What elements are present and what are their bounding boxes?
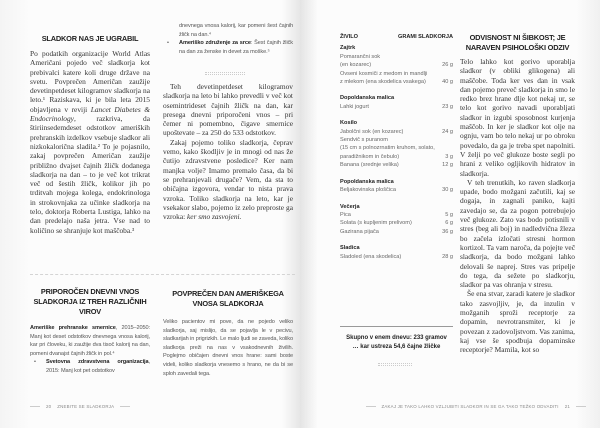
running-title: ZNEBITE SE SLADKORJA — [57, 404, 115, 409]
food-cell: (en kozarec) — [340, 62, 372, 69]
food-cell: Jabolčni sok (en kozarec) — [340, 128, 404, 135]
text: Po podatkih organizacije World Atlas Američani pojedo več sladkorja kot prebivalci katere koli druge države na svetu. Povprečen Američan zaužije devetinpetdeset kilogramov sladkorja na leto.¹ Raziskava, ki je bila leta 2015 objavljena v reviji — [30, 49, 150, 114]
column-header: GRAMI SLADKORJA — [397, 34, 453, 40]
table-divider — [340, 326, 453, 327]
grams-cell: 28 g — [442, 253, 453, 260]
list-item-text: : Šest čajnih žličk na dan za ženske in devet za moške.⁵ — [179, 40, 293, 55]
grams-cell: 23 g — [442, 103, 453, 110]
list-continuation: dnevnega vnosa kalorij, kar pomeni šest čajnih žličk na dan.⁴ — [179, 23, 293, 38]
grams-cell: 40 g — [442, 79, 453, 86]
table-row — [340, 136, 453, 144]
table-total — [340, 334, 453, 352]
list-item-title: Ameriško združenje za srce — [179, 40, 251, 47]
section-heading: SLADKOR NAS JE UGRABIL — [41, 34, 139, 43]
right-page — [300, 0, 600, 428]
ornament-divider — [378, 363, 412, 366]
table-row — [340, 228, 453, 236]
ornament-divider — [205, 72, 245, 75]
table-row — [340, 153, 453, 161]
food-cell: Lahki jogurt — [340, 103, 369, 110]
total-line: … kar ustreza 54,6 čajne žličke — [352, 344, 441, 350]
grams-cell: 12 g — [442, 162, 453, 169]
section-heading: ODVISNOST NI ŠIBKOST; JE NARAVEN PSIHOLOŠKI ODZIV — [465, 33, 570, 52]
table-header — [340, 33, 453, 41]
table-row — [340, 78, 453, 86]
bullet-icon: • — [167, 40, 169, 47]
table-row — [340, 219, 453, 227]
food-cell: Beljakovinska ploščica — [340, 187, 396, 194]
column-header: ŽIVILO — [340, 34, 359, 40]
table-row — [340, 161, 453, 169]
meal-group-title: Večerja — [340, 203, 360, 210]
grams-cell: 5 g — [445, 211, 453, 218]
column-2-list-continuation — [163, 22, 293, 56]
grams-cell: 30 g — [442, 187, 453, 194]
footer-line — [120, 406, 130, 407]
food-cell: Ovseni kosmiči z medom in mandlji — [340, 70, 428, 77]
paragraph: Telo lahko kot gorivo uporablja sladkor (v obliki glikogena) ali maščobe. Toda ker ves dan in vsak dan pojemo preveč sladkorja in smo le redko brez hrane dlje kot nekaj ur, se telo kot gorivo navadi uporabljati sladkor in izgubi sposobnost kurjenja maščob. In ker je sladkor kot olje na ognju, vam bo telo nekaj ur po obroku povedalo, da ga je treba spet napolniti. V želji po več glukoze boste segli po hrani z veliko ogljikovih hidratov in sladkorja. — [460, 57, 575, 178]
food-cell: (15 cm s polnozrnatim kruhom, solato, — [340, 145, 435, 152]
food-cell: Pomarančni sok — [340, 53, 381, 60]
food-cell: Sladoled (ena skodelica) — [340, 253, 402, 260]
footer-line — [576, 406, 586, 407]
list-item — [30, 358, 150, 375]
bullet-icon: • — [34, 359, 36, 366]
body-text-column-2 — [163, 82, 293, 221]
grams-cell: 36 g — [442, 228, 453, 235]
table-row — [340, 128, 453, 136]
food-cell: paradižnikom in čebulo) — [340, 153, 400, 160]
food-cell: Sendvič s puranom — [340, 137, 388, 144]
body-text — [460, 57, 575, 355]
section-text: Veliko pacientov mi pove, da ne pojedo veliko sladkorja, saj mislijo, da se pojavlja le v pecivu, sladkarijah in prigrizkih. Le malo ljudi se zaveda, koliko sladkorja preži na nas v vsakodnevnih živilih. Poglejmo običajen dnevni vnos hrane: sami boste videli, koliko sladkorja vnesemo s hrano, ne da bi se sploh zavedali tega. — [163, 319, 293, 377]
recommendations-list — [30, 324, 150, 376]
page-footer — [366, 404, 586, 409]
meal-group-title: Popoldanska malica — [340, 178, 394, 185]
footer-line — [366, 406, 376, 407]
grams-cell: 6 g — [445, 220, 453, 227]
list-item-text: , 2015–2050: Manj kot deset odstotkov dnevnega vnosa kalorij, kar pri človeku, ki zaužije dva tisoč kalorij na dan, pomeni dvanajst čajnih žličk in pol.⁴ — [30, 325, 150, 357]
list-item-title: Svetovna zdravstvena organizacija — [46, 359, 149, 366]
table-row — [340, 211, 453, 219]
food-cell: Solata (s kupljenim prelivom) — [340, 220, 412, 227]
total-line: Skupno v enem dnevu: 233 gramov — [346, 335, 447, 341]
paragraph: Teh devetinpetdeset kilogramov sladkorja na leto bi lahko prevedli v več kot osemintrideset čajnih žličk na dan, kar presega dnevni priporočeni vnos – pri čemer ni pomembno, čigave smernice upoštevate – za 250 do 533 odstotkov. — [163, 82, 293, 138]
page-number: 20 — [46, 404, 52, 409]
section-heading: PRIPOROČEN DNEVNI VNOS SLADKORJA IZ TREH RAZLIČNIH VIROV — [33, 287, 147, 316]
meal-group-title: Zajtrk — [340, 45, 356, 52]
list-item — [30, 324, 150, 358]
grams-cell: 26 g — [442, 62, 453, 69]
grams-cell: 24 g — [442, 128, 453, 135]
paragraph — [30, 49, 150, 235]
page-footer — [30, 404, 130, 409]
footer-line — [30, 406, 40, 407]
page-number: 21 — [564, 404, 570, 409]
paragraph — [163, 138, 293, 222]
journal-title: Lancet Diabetes & Endocrinology — [30, 104, 150, 124]
list-item — [163, 39, 293, 56]
text: , razkriva, da štiriinsedemdeset odstotkov ameriških prehranskih izdelkov vsebuje sladkor ali nizkokalorična sladila.² To je pojasnilo, zakaj povprečen Američan zaužije približno dvajset čajnih žličk dodanega sladkorja na dan – to je več kot trikrat več od šestih žličk, kolikor jih po trditvah mojega kolega, endokrinologa in strokovnjaka za učinke sladkorja na telo, doktorja Roberta Lustiga, lahko na dan predelajo naša jetra. Vse nad to količino se shranjuje kot maščoba.³ — [30, 114, 150, 235]
table-row — [340, 253, 453, 261]
paragraph: V teh trenutkih, ko raven sladkorja upade, bodo možgani začutili, kaj se dogaja, in zagnali paniko, kajti zavedajo se, da za pogon potrebujejo več glukoze. Zato vas bodo potisnili v stres (beg ali boj) in nadledvična žleza bo začela izločati stresni hormon kortizol. Ta vam naroča, da pojejte več sladkorja, da bodo možgani lahko delovali še naprej. Stres vas pripelje do tega, da sežete po sladkorju, sladkor pa vas ohranja v stresu. — [460, 177, 575, 290]
list-item-text: , 2015: Manj kot pet odstotkov — [46, 359, 150, 374]
grams-cell: 3 g — [445, 153, 453, 160]
food-cell: Pica — [340, 211, 351, 218]
table-row — [340, 103, 453, 111]
table-row — [340, 70, 453, 78]
text: Zakaj pojemo toliko sladkorja, čeprav vemo, kako škodljiv je in mnogi od nas že čutijo zdravstvene posledice? Ker nam manjka volje? Imamo premalo časa, da bi se prehranjevali drugače? Vem, da sta to običajna izgovora, vendar to nista prava vzroka. Toliko sladkorja na leto, kar je vsekakor slabo, pojemo iz zelo preproste ga vzroka: — [163, 137, 293, 222]
food-cell: Gazirana pijača — [340, 228, 379, 235]
sugar-table — [340, 33, 453, 261]
meal-group-title: Dopoldanska malica — [340, 95, 395, 102]
table-row — [340, 53, 453, 61]
section-divider — [30, 274, 295, 275]
meal-group-title: Kosilo — [340, 120, 358, 127]
list-item-title: Ameriške prehranske smernice — [30, 325, 116, 331]
meal-group-title: Sladica — [340, 245, 360, 252]
food-cell: z mlekom (ena skodelica vsakega) — [340, 79, 426, 86]
paragraph: Še ena stvar, zaradi katere je sladkor tako zasvojljiv, je, da inzulin v možganih sproži receptorje za dopamin, nevrotransmiter, ki je povezan z zadovoljstvom. Vas zanima, kaj vse še spodbuja dopaminske receptorje? Mamila, kot so — [460, 289, 575, 355]
body-text-column-1 — [30, 49, 150, 235]
running-title: ZAKAJ JE TAKO LAHKO VZLJUBITI SLADKOR IN SE GA TAKO TEŽKO ODVADITI — [381, 404, 559, 409]
table-row — [340, 186, 453, 194]
emphasis: ker smo zasvojeni. — [187, 212, 242, 222]
table-row — [340, 144, 453, 152]
food-cell: Banana (srednje velika) — [340, 162, 399, 169]
table-row — [340, 61, 453, 69]
section-heading: POVPREČEN DAN AMERIŠKEGA VNOSA SLADKORJA — [172, 289, 284, 308]
